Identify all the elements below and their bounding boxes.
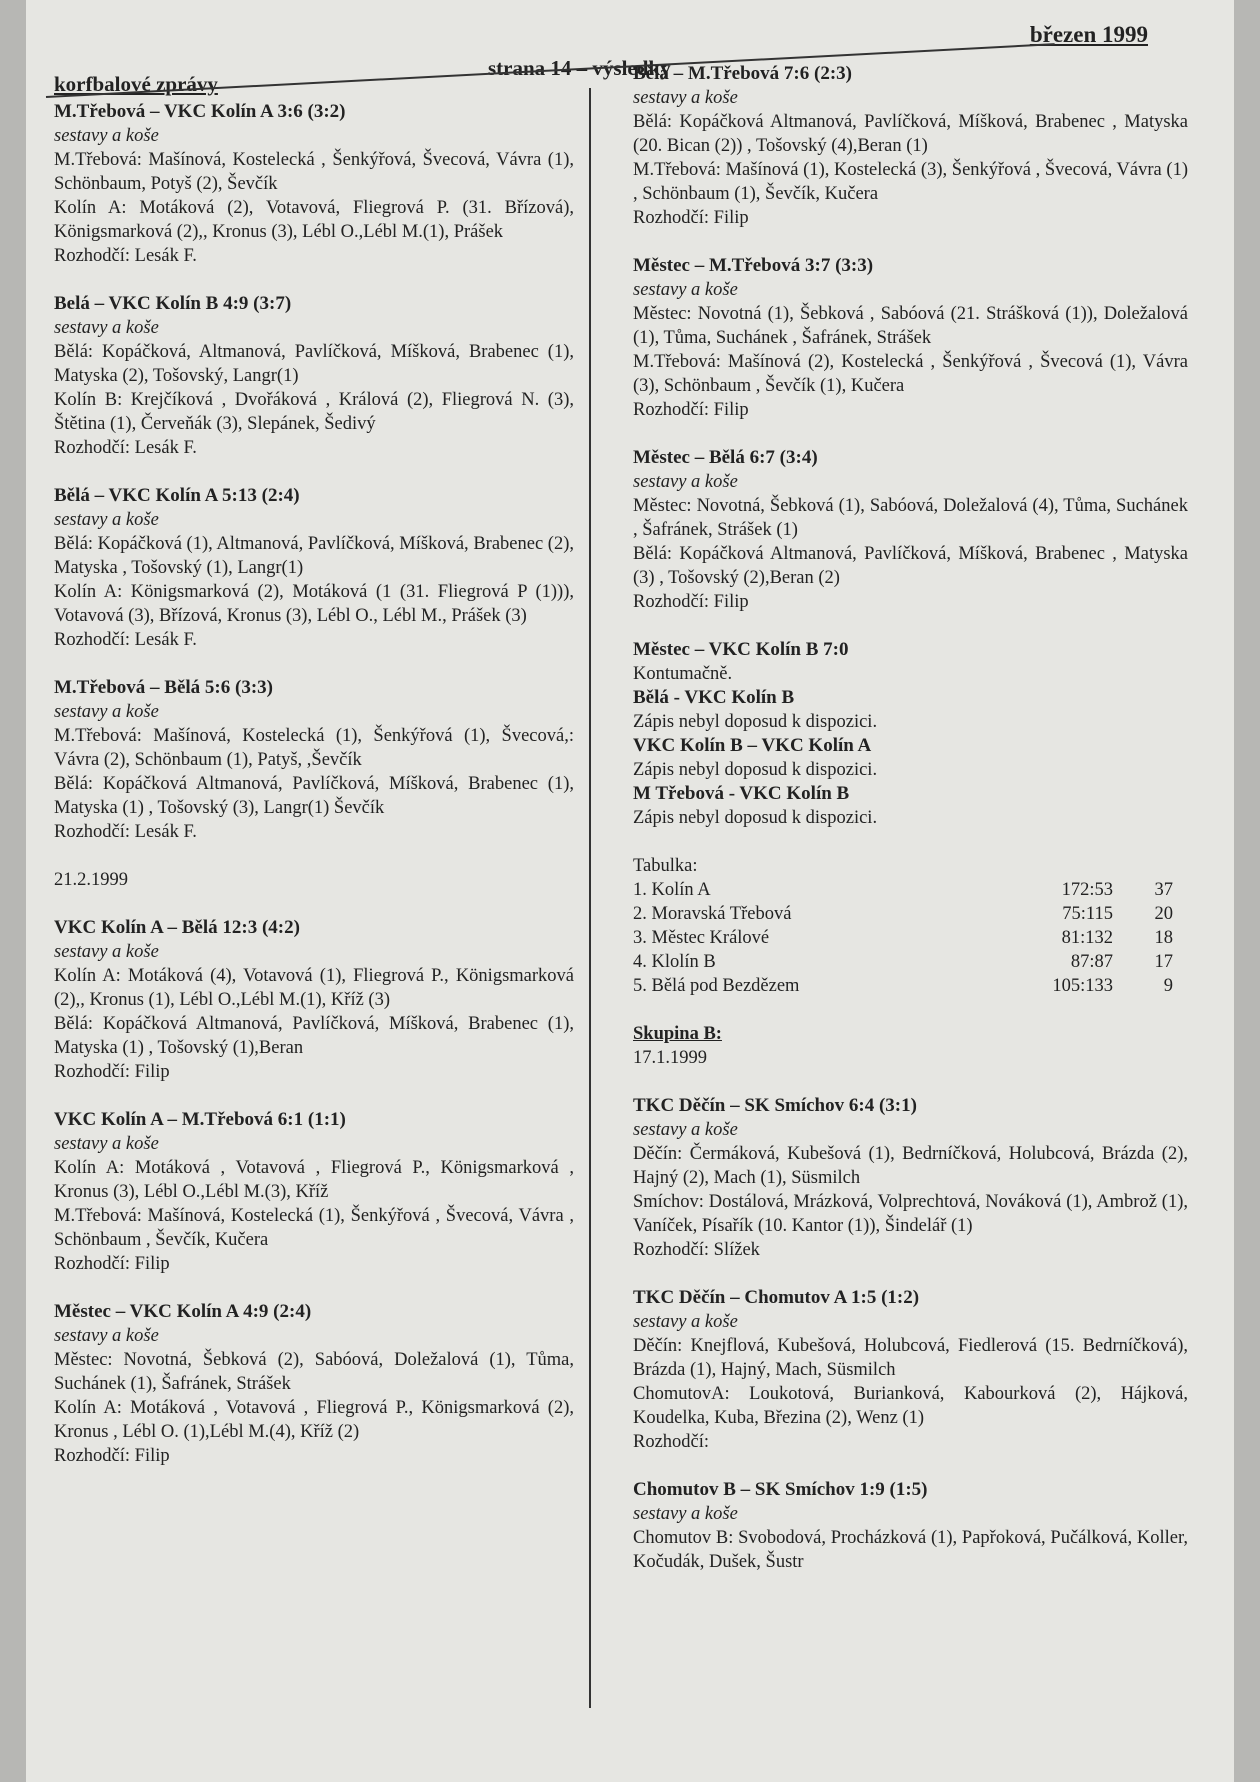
standings-team: 2. Moravská Třebová xyxy=(633,904,792,924)
match-line: Bělá: Kopáčková Altmanová, Pavlíčková, Míšková, Brabenec (1), Matyska (1) , Tošovský (1),Beran xyxy=(54,1014,574,1058)
match-line: Rozhodčí: Filip xyxy=(54,1062,170,1082)
match-subtitle: sestavy a koše xyxy=(54,318,159,338)
match-block xyxy=(54,868,574,892)
match-line: Rozhodčí: Filip xyxy=(54,1254,170,1274)
match-line: Rozhodčí: Lesák F. xyxy=(54,438,197,458)
standings-row xyxy=(633,878,1188,902)
match-block xyxy=(54,916,574,1084)
group-b-title: Skupina B: xyxy=(633,1024,722,1044)
match-subtitle: sestavy a koše xyxy=(54,510,159,530)
match-subtitle: sestavy a koše xyxy=(633,472,738,492)
match-line: Rozhodčí: Filip xyxy=(633,592,749,612)
match-line: M.Třebová: Mašínová, Kostelecká (1), Šenkýřová (1), Švecová,: Vávra (2), Schönbaum (1), Patyš, ,Ševčík xyxy=(54,726,574,770)
standings-points: 17 xyxy=(1154,952,1173,972)
match-line: M.Třebová: Mašínová (1), Kostelecká (3), Šenkýřová , Švecová, Vávra (1) , Schönbaum (1), Ševčík, Kučera xyxy=(633,160,1188,204)
notice-text: Zápis nebyl doposud k dispozici. xyxy=(633,712,878,732)
publication-title: korfbalové zprávy xyxy=(54,72,218,96)
match-line: Děčín: Čermáková, Kubešová (1), Bedrníčková, Holubcová, Brázda (2), Hajný (2), Mach (1), Süsmilch xyxy=(633,1144,1188,1188)
standings-points: 9 xyxy=(1163,976,1173,996)
match-line: Bělá: Kopáčková Altmanová, Pavlíčková, Míšková, Brabenec (1), Matyska (1) , Tošovský (3), Langr(1) Ševčík xyxy=(54,774,574,818)
match-title: TKC Děčín – SK Smíchov 6:4 (3:1) xyxy=(633,1095,917,1116)
page-sheet xyxy=(26,0,1234,1782)
standings-team: 5. Bělá pod Bezdězem xyxy=(633,976,800,996)
right-column xyxy=(633,62,1188,1598)
match-subtitle: sestavy a koše xyxy=(54,126,159,146)
match-title: TKC Děčín – Chomutov A 1:5 (1:2) xyxy=(633,1287,920,1308)
match-line: Chomutov B: Svobodová, Procházková (1), Papřoková, Pučálková, Koller, Kočudák, Dušek, Šustr xyxy=(633,1528,1188,1572)
column-divider xyxy=(589,88,591,1708)
match-subtitle: sestavy a koše xyxy=(633,1504,738,1524)
notice-text: Zápis nebyl doposud k dispozici. xyxy=(633,808,878,828)
match-block xyxy=(54,100,574,268)
match-line: Kolín A: Motáková (4), Votavová (1), Fliegrová P., Königsmarková (2),, Kronus (1), Lébl O.,Lébl M.(1), Kříž (3) xyxy=(54,966,574,1010)
match-line: Rozhodčí: Slížek xyxy=(633,1240,760,1260)
standings-table xyxy=(633,854,1188,998)
match-subtitle: sestavy a koše xyxy=(54,1134,159,1154)
match-subtitle: sestavy a koše xyxy=(54,1326,159,1346)
match-title: Bělá – VKC Kolín A 5:13 (2:4) xyxy=(54,485,300,506)
standings-team: 1. Kolín A xyxy=(633,880,711,900)
match-line: Rozhodčí: Filip xyxy=(633,208,749,228)
match-title: VKC Kolín A – M.Třebová 6:1 (1:1) xyxy=(54,1109,346,1130)
standings-score: 75:115 xyxy=(1062,904,1113,924)
match-subtitle: sestavy a koše xyxy=(633,280,738,300)
match-line: Kolín B: Krejčíková , Dvořáková , Králová (2), Fliegrová N. (3), Štětina (1), Červeňák (3), Slepánek, Šedivý xyxy=(54,390,574,434)
match-title: M.Třebová – VKC Kolín A 3:6 (3:2) xyxy=(54,101,346,122)
notices-block xyxy=(633,638,1188,830)
match-block xyxy=(633,1094,1188,1262)
standings-heading: Tabulka: xyxy=(633,856,698,876)
notice-title: VKC Kolín B – VKC Kolín A xyxy=(633,735,872,756)
match-title: Městec – VKC Kolín A 4:9 (2:4) xyxy=(54,1301,312,1322)
match-line: M.Třebová: Mašínová, Kostelecká , Šenkýřová, Švecová, Vávra (1), Schönbaum, Potyš (2), Ševčík xyxy=(54,150,574,194)
standings-team: 4. Klolín B xyxy=(633,952,716,972)
match-line: Bělá: Kopáčková, Altmanová, Pavlíčková, Míšková, Brabenec (1), Matyska (2), Tošovský, Langr(1) xyxy=(54,342,574,386)
standings-row xyxy=(633,926,1188,950)
match-line: Rozhodčí: Lesák F. xyxy=(54,246,197,266)
match-line: Rozhodčí: xyxy=(633,1432,710,1452)
match-line: Rozhodčí: Lesák F. xyxy=(54,822,197,842)
match-block xyxy=(54,484,574,652)
standings-score: 105:133 xyxy=(1052,976,1113,996)
match-title: Bělá – M.Třebová 7:6 (2:3) xyxy=(633,63,852,84)
match-block xyxy=(54,676,574,844)
standings-row xyxy=(633,950,1188,974)
match-block xyxy=(633,1478,1188,1574)
standings-score: 81:132 xyxy=(1061,928,1113,948)
notice-title: M Třebová - VKC Kolín B xyxy=(633,783,850,804)
match-line: Kolín A: Motáková , Votavová , Fliegrová P., Königsmarková , Kronus (3), Lébl O.,Lébl M.(3), Kříž xyxy=(54,1158,574,1202)
match-title: Belá – VKC Kolín B 4:9 (3:7) xyxy=(54,293,292,314)
match-block xyxy=(54,292,574,460)
standings-points: 37 xyxy=(1154,880,1173,900)
page-section-title: strana 14 – výsledky xyxy=(488,56,671,80)
match-line: Smíchov: Dostálová, Mrázková, Volprechtová, Nováková (1), Ambrož (1), Vaníček, Písařík (10. Kantor (1)), Šindelář (1) xyxy=(633,1192,1188,1236)
standings-points: 18 xyxy=(1154,928,1173,948)
standings-points: 20 xyxy=(1154,904,1173,924)
standings-row xyxy=(633,974,1188,998)
match-subtitle: sestavy a koše xyxy=(54,942,159,962)
match-title: M.Třebová – Bělá 5:6 (3:3) xyxy=(54,677,273,698)
left-column xyxy=(54,100,574,1492)
group-b-date: 17.1.1999 xyxy=(633,1048,707,1068)
match-subtitle: sestavy a koše xyxy=(633,1120,738,1140)
match-block xyxy=(633,1286,1188,1454)
match-line: Rozhodčí: Filip xyxy=(54,1446,170,1466)
page-date: březen 1999 xyxy=(1029,22,1148,47)
match-line: Městec: Novotná, Šebková (2), Sabóová, Doležalová (1), Tůma, Suchánek (1), Šafránek, Strášek xyxy=(54,1350,574,1394)
match-line: M.Třebová: Mašínová (2), Kostelecká , Šenkýřová , Švecová (1), Vávra (3), Schönbaum , Ševčík (1), Kučera xyxy=(633,352,1188,396)
match-subtitle: sestavy a koše xyxy=(54,702,159,722)
match-line: 21.2.1999 xyxy=(54,870,128,890)
match-line: Městec: Novotná, Šebková (1), Sabóová, Doležalová (4), Tůma, Suchánek , Šafránek, Strášek (1) xyxy=(633,496,1188,540)
standings-score: 172:53 xyxy=(1061,880,1113,900)
match-subtitle: sestavy a koše xyxy=(633,1312,738,1332)
match-line: Bělá: Kopáčková Altmanová, Pavlíčková, Míšková, Brabenec , Matyska (20. Bican (2)) , Tošovský (4),Beran (1) xyxy=(633,112,1188,156)
match-block xyxy=(54,1300,574,1468)
match-line: Rozhodčí: Filip xyxy=(633,400,749,420)
match-title: VKC Kolín A – Bělá 12:3 (4:2) xyxy=(54,917,300,938)
match-line: Rozhodčí: Lesák F. xyxy=(54,630,197,650)
match-line: Městec: Novotná (1), Šebková , Sabóová (21. Strášková (1)), Doležalová (1), Tůma, Suchánek , Šafránek, Strášek xyxy=(633,304,1188,348)
match-line: Kolín A: Motáková , Votavová , Fliegrová P., Königsmarková (2), Kronus , Lébl O. (1),Lébl M.(4), Kříž (2) xyxy=(54,1398,574,1442)
standings-score: 87:87 xyxy=(1070,952,1113,972)
match-subtitle: sestavy a koše xyxy=(633,88,738,108)
match-line: Kolín A: Königsmarková (2), Motáková (1 (31. Fliegrová P (1))), Votavová (3), Břízová, Kronus (3), Lébl O., Lébl M., Prášek (3) xyxy=(54,582,574,626)
match-line: ChomutovA: Loukotová, Burianková, Kabourková (2), Hájková, Koudelka, Kuba, Březina (2), Wenz (1) xyxy=(633,1384,1188,1428)
notice-text: Kontumačně. xyxy=(633,664,733,684)
match-block xyxy=(54,1108,574,1276)
match-block xyxy=(633,254,1188,422)
match-title: Městec – Bělá 6:7 (3:4) xyxy=(633,447,818,468)
match-line: M.Třebová: Mašínová, Kostelecká (1), Šenkýřová , Švecová, Vávra , Schönbaum , Ševčík, Kučera xyxy=(54,1206,574,1250)
notice-title: Bělá - VKC Kolín B xyxy=(633,687,795,708)
standings-team: 3. Městec Králové xyxy=(633,928,770,948)
notice-title: Městec – VKC Kolín B 7:0 xyxy=(633,639,849,660)
match-block xyxy=(633,62,1188,230)
group-b-header xyxy=(633,1022,1188,1070)
match-block xyxy=(633,446,1188,614)
match-line: Děčín: Knejflová, Kubešová, Holubcová, Fiedlerová (15. Bedrníčková), Brázda (1), Hajný, Mach, Süsmilch xyxy=(633,1336,1188,1380)
match-title: Chomutov B – SK Smíchov 1:9 (1:5) xyxy=(633,1479,928,1500)
match-line: Bělá: Kopáčková (1), Altmanová, Pavlíčková, Míšková, Brabenec (2), Matyska , Tošovský (1), Langr(1) xyxy=(54,534,574,578)
standings-row xyxy=(633,902,1188,926)
notice-text: Zápis nebyl doposud k dispozici. xyxy=(633,760,878,780)
match-title: Městec – M.Třebová 3:7 (3:3) xyxy=(633,255,874,276)
match-line: Kolín A: Motáková (2), Votavová, Fliegrová P. (31. Břízová), Königsmarková (2),, Kronus (3), Lébl O.,Lébl M.(1), Prášek xyxy=(54,198,574,242)
match-line: Bělá: Kopáčková Altmanová, Pavlíčková, Míšková, Brabenec , Matyska (3) , Tošovský (2),Beran (2) xyxy=(633,544,1188,588)
